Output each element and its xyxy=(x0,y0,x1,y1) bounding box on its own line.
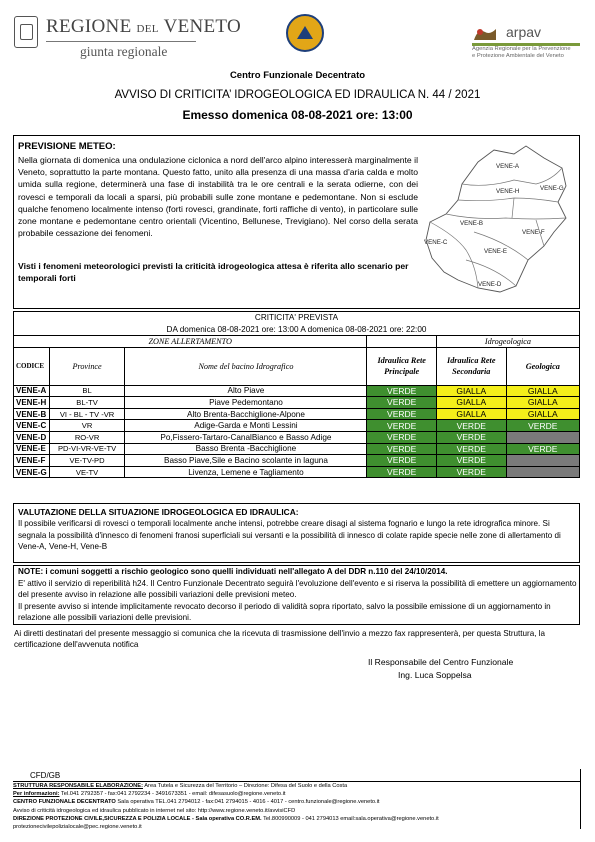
document-code: CFD/GB xyxy=(30,771,61,780)
level-hyd-main: VERDE xyxy=(367,431,437,443)
evaluation-heading: VALUTAZIONE DELLA SITUAZIONE IDROGEOLOGICA ED IDRAULICA: xyxy=(18,507,299,517)
level-hyd-main: VERDE xyxy=(367,397,437,409)
veneto-zones-map xyxy=(416,140,578,300)
forecast-text: Nella giornata di domenica una ondulazione ciclonica a nord dell'arco alpino interesserà marginalmente il Veneto, soprattutto la parte montana. Questo fatto, unito alla presenza di una massa d'aria calda e molto umida sulla regione, determinerà una fase di instabilità tra le ore centrali e la serata odierne, con dei rovesci e temporali da locali a sparsi, più probabili sulle zone montane e pedemontane. Non si esclude qualche fenomeno localmente intenso (forti rovesci, grandinate, forti raffiche di vento), in particolare sulle zone montane e pedemontane centro orientali (Vicentino, Bellunese, Trevigiano). Nel corso della serata probabile cessazione dei fenomeni. xyxy=(18,155,418,239)
level-hyd-sec: VERDE xyxy=(436,431,506,443)
col-hyd-main: Idraulica Rete Principale xyxy=(367,347,437,385)
forecast-heading: PREVISIONE METEO: xyxy=(18,141,116,152)
level-hyd-main: VERDE xyxy=(367,466,437,478)
issued-date: Emesso domenica 08-08-2021 ore: 13:00 xyxy=(182,108,413,122)
region-logo-title: REGIONE DEL VENETO xyxy=(46,16,242,37)
zone-provinces: BL xyxy=(49,385,125,397)
zone-code: VENE-D xyxy=(14,431,50,443)
level-hyd-main: VERDE xyxy=(367,443,437,455)
protezione-civile-logo-icon xyxy=(286,14,324,52)
zone-basin: Po,Fissero-Tartaro-CanalBianco e Basso Adige xyxy=(125,431,367,443)
evaluation-text: Il possibile verificarsi di rovesci o temporali localmente anche intensi, potrebbe creare disagi al sistema fognario e lungo la rete idrografica minore. Si segnala la possibilità d'innesco di fenomeni franosi superficiali sui versanti e la possibilità di innesco di colate rapide specie nelle zone di allertamento di Vene-A, Vene-H, Vene-B xyxy=(18,519,561,552)
level-hyd-sec: GIALLA xyxy=(436,397,506,409)
level-hyd-main: VERDE xyxy=(367,408,437,420)
zone-basin: Alto Brenta-Bacchiglione-Alpone xyxy=(125,408,367,420)
note-heading: NOTE: i comuni soggetti a rischio geologico sono quelli individuati nell'allegato A del DDR n.110 del 24/10/2014. xyxy=(18,567,448,576)
arpav-subtitle: Agenzia Regionale per la Prevenzione e Protezione Ambientale del Veneto xyxy=(472,46,571,59)
zone-provinces: VI - BL - TV -VR xyxy=(49,408,125,420)
table-row xyxy=(14,408,580,420)
col-basin: Nome del bacino Idrografico xyxy=(125,347,367,385)
level-geo xyxy=(506,455,579,467)
zone-basin: Basso Brenta -Bacchiglione xyxy=(125,443,367,455)
zones-header: ZONE ALLERTAMENTO xyxy=(14,336,367,348)
table-row xyxy=(14,466,580,478)
level-hyd-sec: VERDE xyxy=(436,420,506,432)
zone-code: VENE-E xyxy=(14,443,50,455)
idrogeologica-header: Idrogeologica xyxy=(436,336,579,348)
map-label-vene-c: VENE-C xyxy=(424,239,448,246)
col-hyd-sec: Idraulica Rete Secondaria xyxy=(436,347,506,385)
level-geo xyxy=(506,431,579,443)
zone-basin: Adige-Garda e Monti Lessini xyxy=(125,420,367,432)
table-row xyxy=(14,443,580,455)
zone-code: VENE-H xyxy=(14,397,50,409)
level-hyd-main: VERDE xyxy=(367,455,437,467)
zone-basin: Piave Pedemontano xyxy=(125,397,367,409)
notice-title: AVVISO DI CRITICITA’ IDROGEOLOGICA ED IDRAULICA N. 44 / 2021 xyxy=(114,89,481,101)
zone-provinces: VR xyxy=(49,420,125,432)
table-row xyxy=(14,455,580,467)
level-geo xyxy=(506,466,579,478)
level-geo: GIALLA xyxy=(506,385,579,397)
level-hyd-sec: GIALLA xyxy=(436,408,506,420)
map-label-vene-a: VENE-A xyxy=(496,163,520,170)
map-label-vene-d: VENE-D xyxy=(478,281,502,288)
regione-veneto-logo xyxy=(14,14,242,60)
centre-title: Centro Funzionale Decentrato xyxy=(229,70,366,81)
zone-basin: Alto Piave xyxy=(125,385,367,397)
col-code: CODICE xyxy=(14,347,50,385)
zone-code: VENE-F xyxy=(14,455,50,467)
zone-code: VENE-A xyxy=(14,385,50,397)
regione-veneto-emblem-icon xyxy=(14,16,38,48)
criticality-table xyxy=(13,311,580,478)
map-label-vene-g: VENE-G xyxy=(540,185,564,192)
signature-name: Ing. Luca Soppelsa xyxy=(398,670,472,680)
criticality-title: CRITICITA' PREVISTA xyxy=(14,312,580,324)
footer: STRUTTURA RESPONSABILE ELABORAZIONE: Area Tutela e Sicurezza del Territorio – Direzione: Difesa del Suolo e della Costa Per informazioni: Tel.041 2792357 - fax:041 2792234 - 3491673351 - email: difesasuolo@regione.veneto.it CENTRO FUNZIONALE DECENTRATO Sala operativa TEL.041 2794012 - fax:041 2794015 - 4016 - 4017 - centro.funzionale@regione.veneto.it Avviso di criticità idrogeologica ed idraulica pubblicato in internet nel sito: http://www.regione.veneto.it/avvisiCFD DIREZIONE PROTEZIONE CIVILE,SICUREZZA E POLIZIA LOCALE - Sala operativa CO.R.EM. Tel.800990009 - 041 2794013 email:sala.operativa@regione.veneto.it protezionecivilepolizialocale@pec.regione.veneto.it xyxy=(13,781,580,831)
level-geo: GIALLA xyxy=(506,397,579,409)
region-logo-subtitle: giunta regionale xyxy=(80,44,168,59)
arpav-name: arpav xyxy=(506,24,542,40)
zone-basin: Basso Piave,Sile e Bacino scolante in laguna xyxy=(125,455,367,467)
table-row xyxy=(14,431,580,443)
signature-role: Il Responsabile del Centro Funzionale xyxy=(368,657,514,667)
logo-divider xyxy=(46,41,196,42)
level-hyd-main: VERDE xyxy=(367,385,437,397)
level-hyd-sec: VERDE xyxy=(436,443,506,455)
level-geo: GIALLA xyxy=(506,408,579,420)
map-label-vene-b: VENE-B xyxy=(460,220,484,227)
level-hyd-main: VERDE xyxy=(367,420,437,432)
zone-basin: Livenza, Lemene e Tagliamento xyxy=(125,466,367,478)
table-row xyxy=(14,420,580,432)
level-hyd-sec: VERDE xyxy=(436,466,506,478)
col-province: Province xyxy=(49,347,125,385)
criticality-period: DA domenica 08-08-2021 ore: 13:00 A domenica 08-08-2021 ore: 22:00 xyxy=(14,324,580,336)
note-paragraph-2: Il presente avviso si intende implicitamente revocato decorso il periodo di validità sopra riportato, salvo la possibile emissione di un aggiornamento in relazione alle possibili variazioni delle previsioni. xyxy=(18,601,551,622)
level-hyd-sec: VERDE xyxy=(436,455,506,467)
zone-code: VENE-B xyxy=(14,408,50,420)
level-geo: VERDE xyxy=(506,420,579,432)
table-row xyxy=(14,385,580,397)
zone-code: VENE-C xyxy=(14,420,50,432)
forecast-scenario-note: Visti i fenomeni meteorologici previsti la criticità idrogeologica attesa è riferita allo scenario per temporali forti xyxy=(18,261,409,284)
table-row xyxy=(14,397,580,409)
zone-code: VENE-G xyxy=(14,466,50,478)
map-label-vene-h: VENE-H xyxy=(496,188,520,195)
zone-provinces: VE-TV-PD xyxy=(49,455,125,467)
note-paragraph-1: E' attivo il servizio di reperibilità h24. Il Centro Funzionale Decentrato seguirà l'evoluzione dell'evento e si riserva la possibilità di emettere un aggiornamento del presente avviso in relazione alle possibili variazioni delle previsioni meteo. xyxy=(18,579,577,600)
arpav-logo-icon xyxy=(472,26,498,42)
zone-provinces: PD-VI-VR-VE-TV xyxy=(49,443,125,455)
map-label-vene-f: VENE-F xyxy=(522,229,545,236)
level-geo: VERDE xyxy=(506,443,579,455)
note-text xyxy=(18,578,578,623)
footer-divider xyxy=(580,769,581,829)
recipients-text: Ai diretti destinatari del presente messaggio si comunica che la ricevuta di trasmissione dell'invio a mezzo fax rappresenterà, per questa Struttura, la certificazione dell'avvenuta notifica xyxy=(14,629,546,650)
col-geo: Geologica xyxy=(506,347,579,385)
zone-provinces: BL-TV xyxy=(49,397,125,409)
zone-provinces: RO-VR xyxy=(49,431,125,443)
map-label-vene-e: VENE-E xyxy=(484,248,508,255)
zone-provinces: VE-TV xyxy=(49,466,125,478)
level-hyd-sec: GIALLA xyxy=(436,385,506,397)
